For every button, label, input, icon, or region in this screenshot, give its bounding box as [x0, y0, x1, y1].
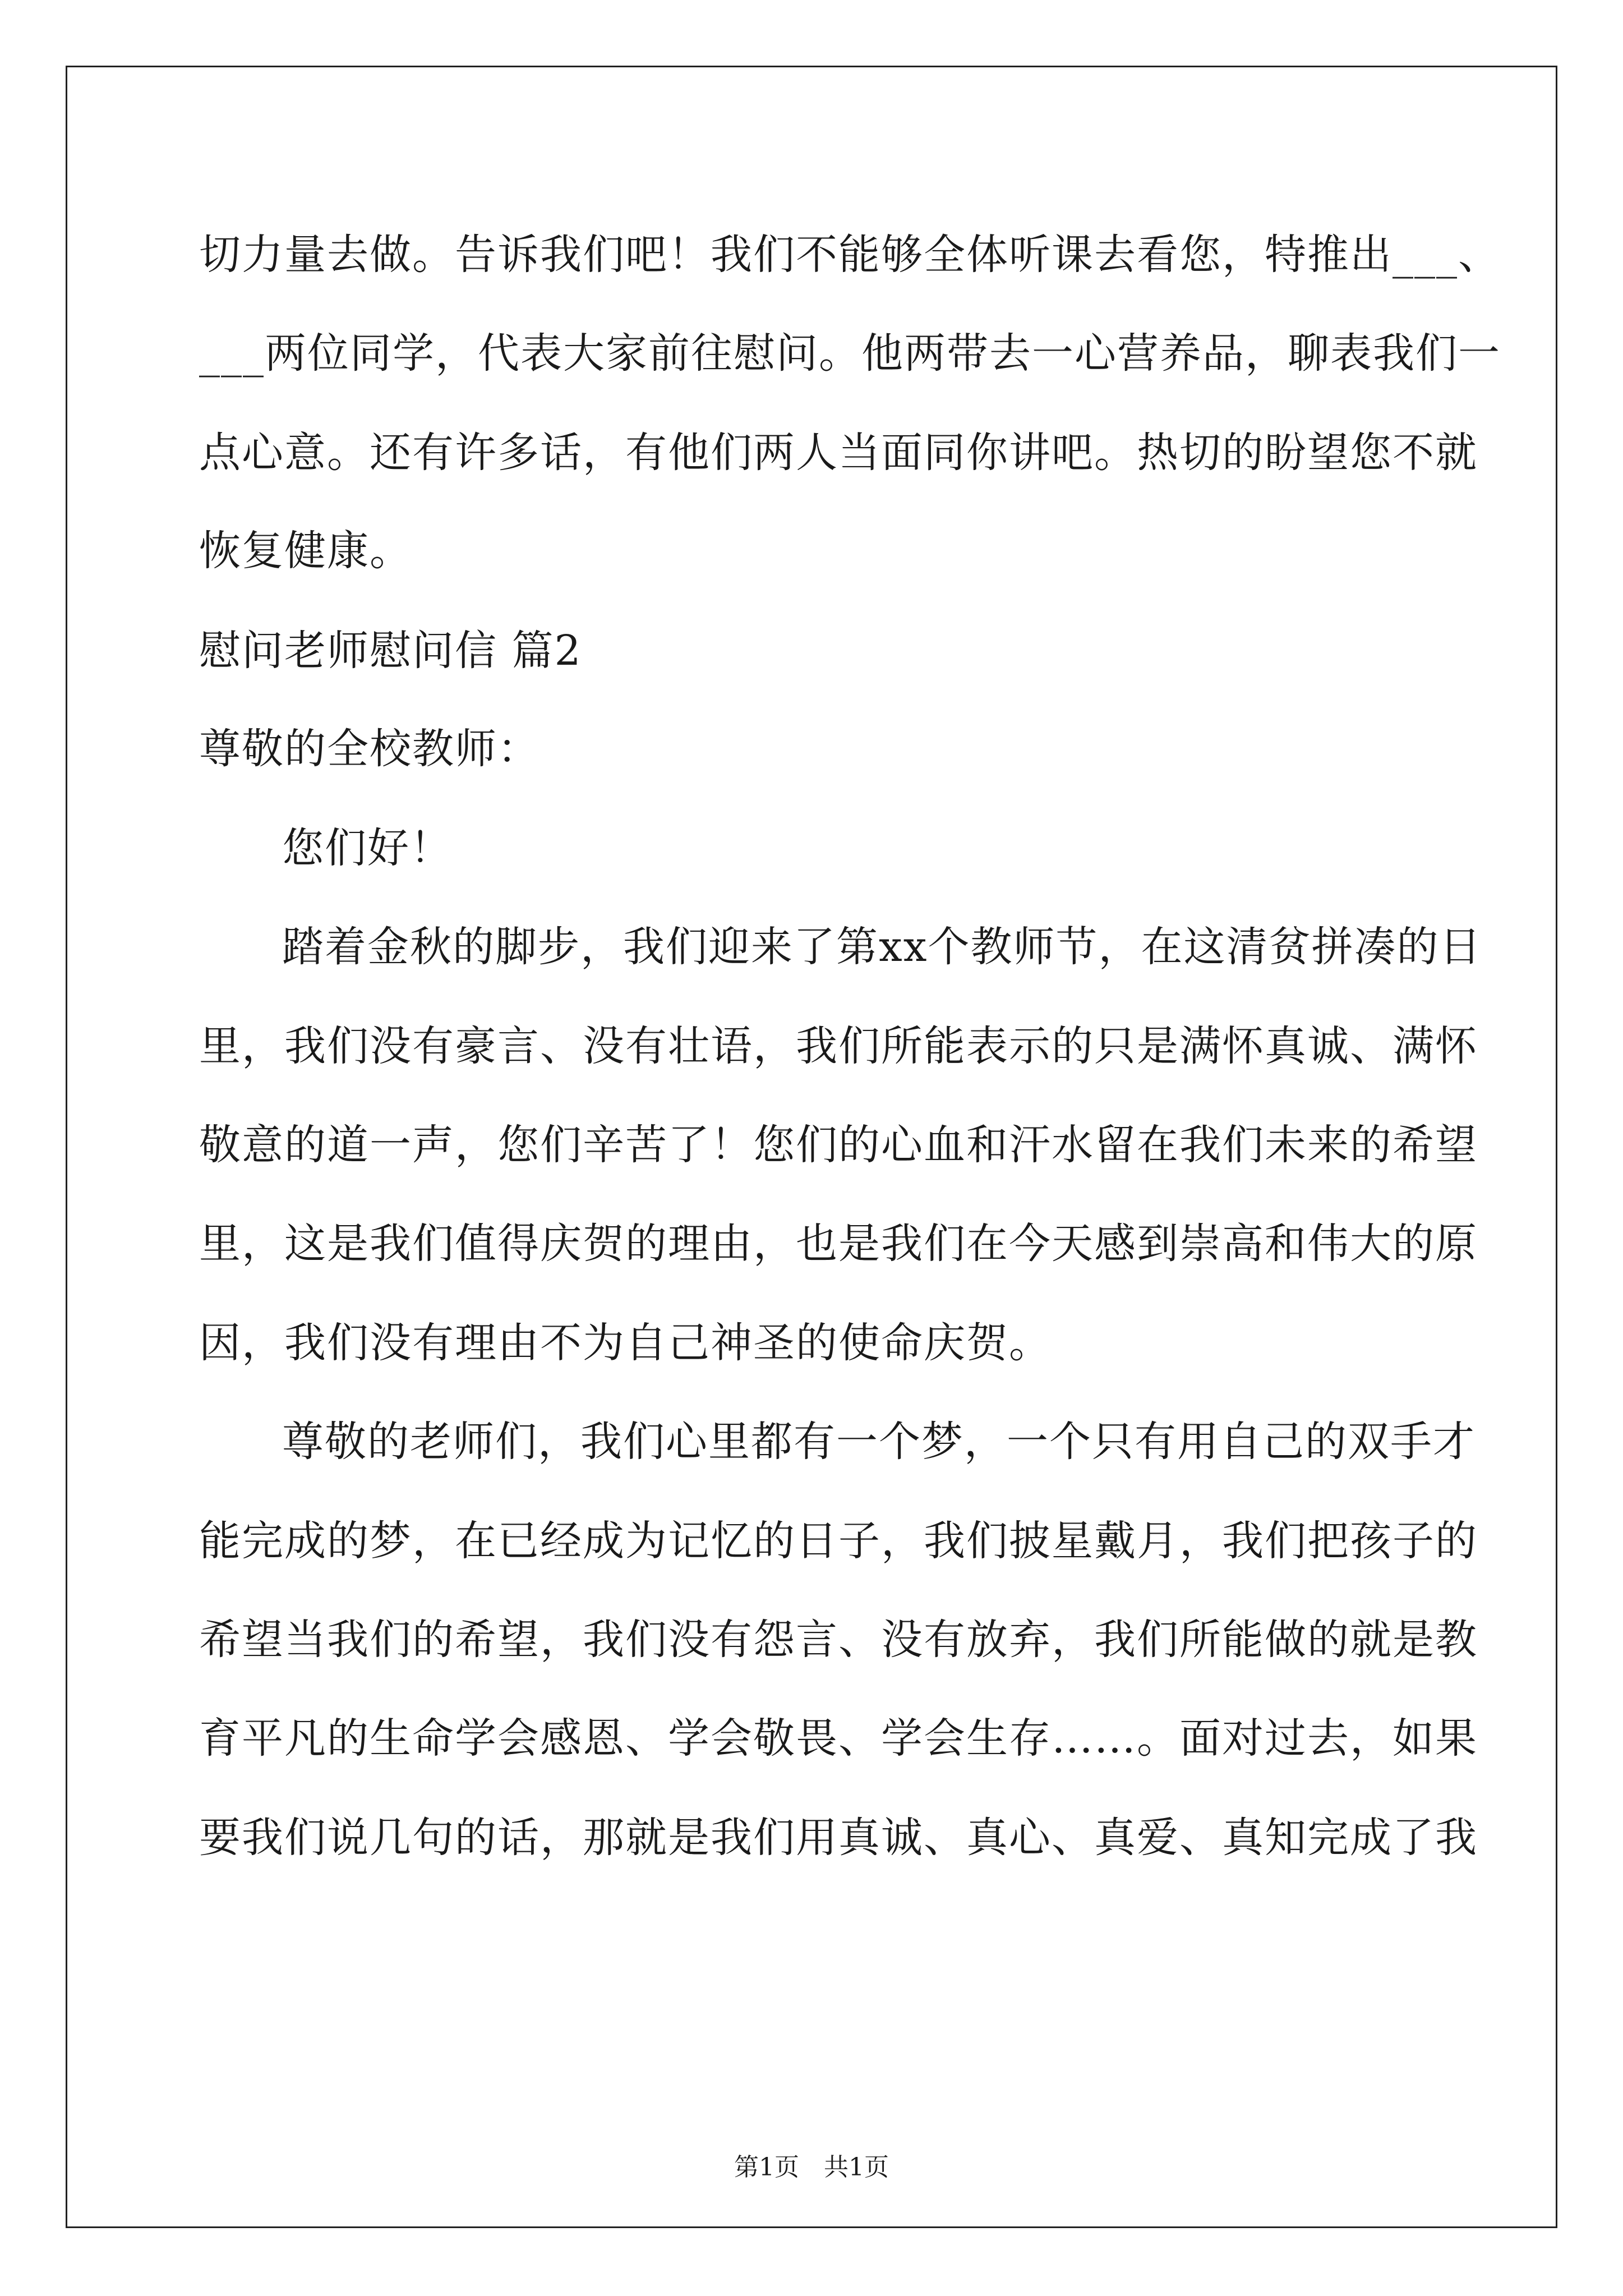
- paragraph-line-9: 里，我们没有豪言、没有壮语，我们所能表示的只是满怀真诚、满怀: [199, 1022, 1478, 1070]
- page-footer: 第1页 共1页: [734, 2153, 889, 2182]
- paragraph-line-11: 里，这是我们值得庆贺的理由，也是我们在今天感到崇高和伟大的原: [199, 1220, 1478, 1268]
- paragraph-line-13: 尊敬的老师们，我们心里都有一个梦，一个只有用自己的双手才: [282, 1418, 1476, 1466]
- paragraph-line-15: 希望当我们的希望，我们没有怨言、没有放弃，我们所能做的就是教: [199, 1616, 1478, 1664]
- paragraph-line-17: 要我们说几句的话，那就是我们用真诚、真心、真爱、真知完成了我: [199, 1814, 1478, 1862]
- paragraph-line-2: ___两位同学，代表大家前往慰问。他两带去一心营养品，聊表我们一: [199, 329, 1501, 378]
- paragraph-line-8: 踏着金秋的脚步，我们迎来了第xx个教师节，在这清贫拼凑的日: [282, 923, 1482, 971]
- paragraph-line-10: 敬意的道一声，您们辛苦了！您们的心血和汗水留在我们未来的希望: [199, 1121, 1478, 1169]
- paragraph-line-12: 因，我们没有理由不为自己神圣的使命庆贺。: [199, 1319, 1052, 1367]
- paragraph-line-16: 育平凡的生命学会感恩、学会敬畏、学会生存……。面对过去，如果: [199, 1714, 1478, 1763]
- section-heading: 慰问老师慰问信 篇2: [199, 627, 582, 675]
- salutation: 尊敬的全校教师：: [199, 725, 540, 773]
- greeting: 您们好！: [282, 824, 453, 872]
- paragraph-line-14: 能完成的梦，在已经成为记忆的日子，我们披星戴月，我们把孩子的: [199, 1517, 1478, 1565]
- paragraph-line-4: 恢复健康。: [199, 527, 412, 575]
- paragraph-line-3: 点心意。还有许多话，有他们两人当面同你讲吧。热切的盼望您不就: [199, 429, 1478, 477]
- paragraph-line-1: 切力量去做。告诉我们吧！我们不能够全体听课去看您，特推出___、: [199, 231, 1501, 279]
